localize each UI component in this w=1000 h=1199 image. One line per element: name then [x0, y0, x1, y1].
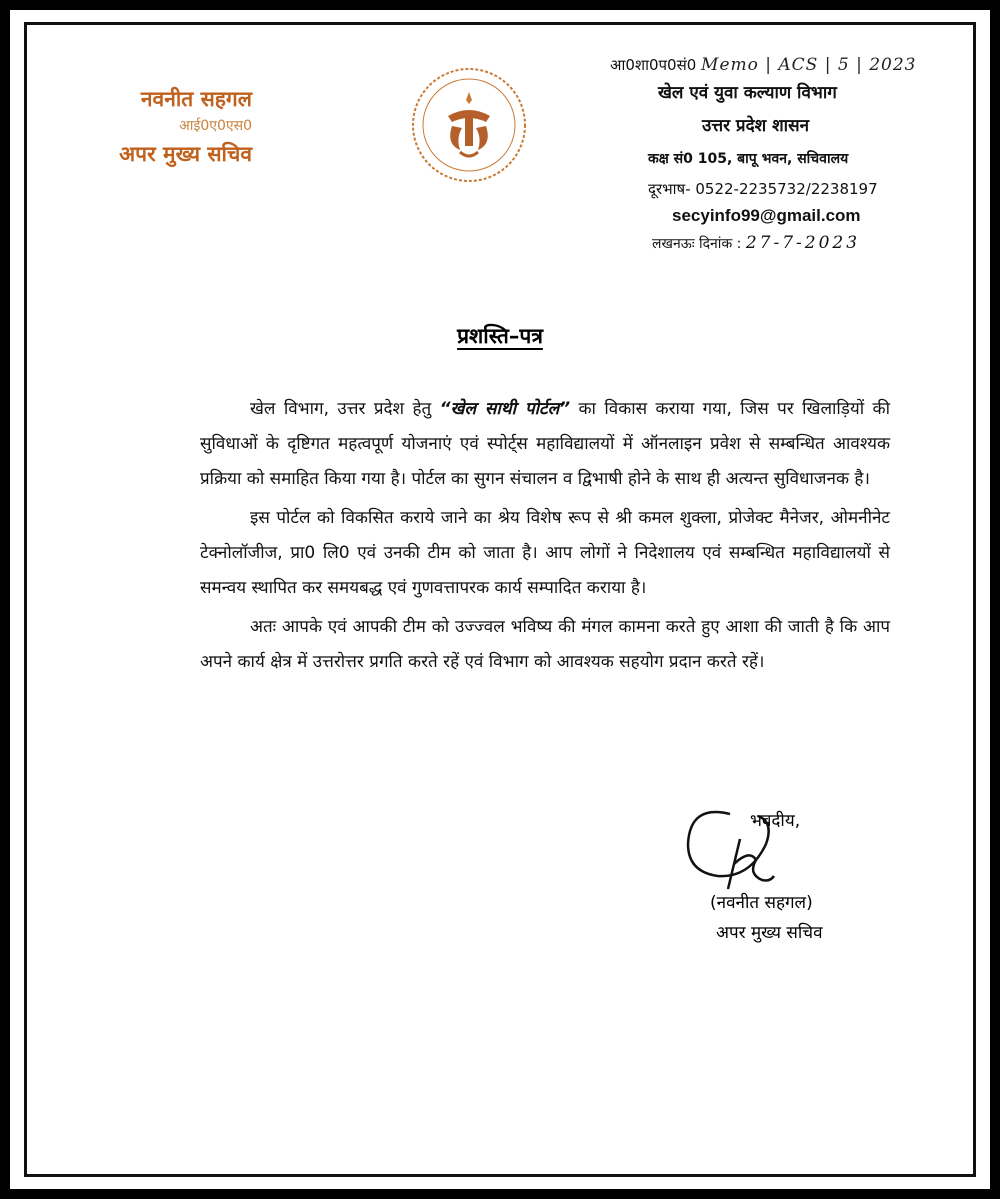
paragraph-1	[200, 392, 890, 497]
government-name: उत्तर प्रदेश शासन	[702, 116, 810, 136]
date-prefix: लखनऊः दिनांक :	[652, 236, 742, 252]
ref-prefix: आ0शा0प0सं0	[610, 56, 697, 74]
department-name: खेल एवं युवा कल्याण विभाग	[658, 83, 837, 103]
letter-body	[200, 392, 890, 684]
email-address: secyinfo99@gmail.com	[672, 206, 861, 225]
sender-service: आई0ए0एस0	[179, 118, 252, 134]
date-handwritten: 27-7-2023	[745, 233, 861, 253]
office-header	[610, 52, 970, 259]
sender-name: नवनीत सहगल	[140, 87, 252, 111]
letter-date	[610, 228, 970, 259]
signatory-designation: अपर मुख्य सचिव	[716, 923, 823, 943]
subject-text: प्रशस्ति–पत्र	[457, 324, 543, 348]
letter-page	[10, 10, 990, 1189]
phone-number: दूरभाष- 0522-2235732/2238197	[648, 180, 878, 198]
signatory-name: (नवनीत सहगल)	[710, 893, 813, 913]
paragraph-3: अतः आपके एवं आपकी टीम को उज्ज्वल भविष्य की मंगल कामना करते हुए आशा की जाती है कि आप अपने कार्य क्षेत्र में उत्तरोत्तर प्रगति करते रहें एवं विभाग को आवश्यक सहयोग प्रदान करते रहें।	[200, 617, 890, 672]
letter-subject	[10, 322, 990, 350]
closing-yours: भवदीय,	[750, 811, 801, 831]
sender-designation: अपर मुख्य सचिव	[119, 142, 252, 166]
sender-header	[62, 84, 252, 170]
letter-closing	[650, 794, 930, 954]
p1-text-a: खेल विभाग, उत्तर प्रदेश हेतु	[250, 399, 432, 419]
reference-number	[610, 52, 970, 78]
p1-text-b: का विकास कराया गया, जिस पर खिलाड़ियों की सुविधाओं के दृष्टिगत महत्वपूर्ण योजनाएं एवं स्पोर्ट्स महाविद्यालयों में ऑनलाइन प्रवेश से सम्बन्धित आवश्यक प्रक्रिया को समाहित किया गया है। पोर्टल का सुगन संचालन व द्विभाषी होने के साथ ही अत्यन्त सुविधाजनक है।	[200, 399, 891, 489]
up-government-emblem-icon	[408, 64, 530, 186]
portal-name: “खेल साथी पोर्टल”	[439, 399, 571, 419]
office-address: कक्ष सं0 105, बापू भवन, सचिवालय	[648, 151, 849, 167]
ref-handwritten: Memo | ACS | 5 | 2023	[701, 55, 917, 75]
paragraph-2: इस पोर्टल को विकसित कराये जाने का श्रेय विशेष रूप से श्री कमल शुक्ला, प्रोजेक्ट मैनेजर, ओमनीनेट टेक्नोलॉजीज, प्रा0 लि0 एवं उनकी टीम को जाता है। आप लोगों ने निदेशालय एवं सम्बन्धित महाविद्यालयों से समन्वय स्थापित कर समयबद्ध एवं गुणवत्तापरक कार्य सम्पादित कराया है।	[200, 508, 890, 598]
